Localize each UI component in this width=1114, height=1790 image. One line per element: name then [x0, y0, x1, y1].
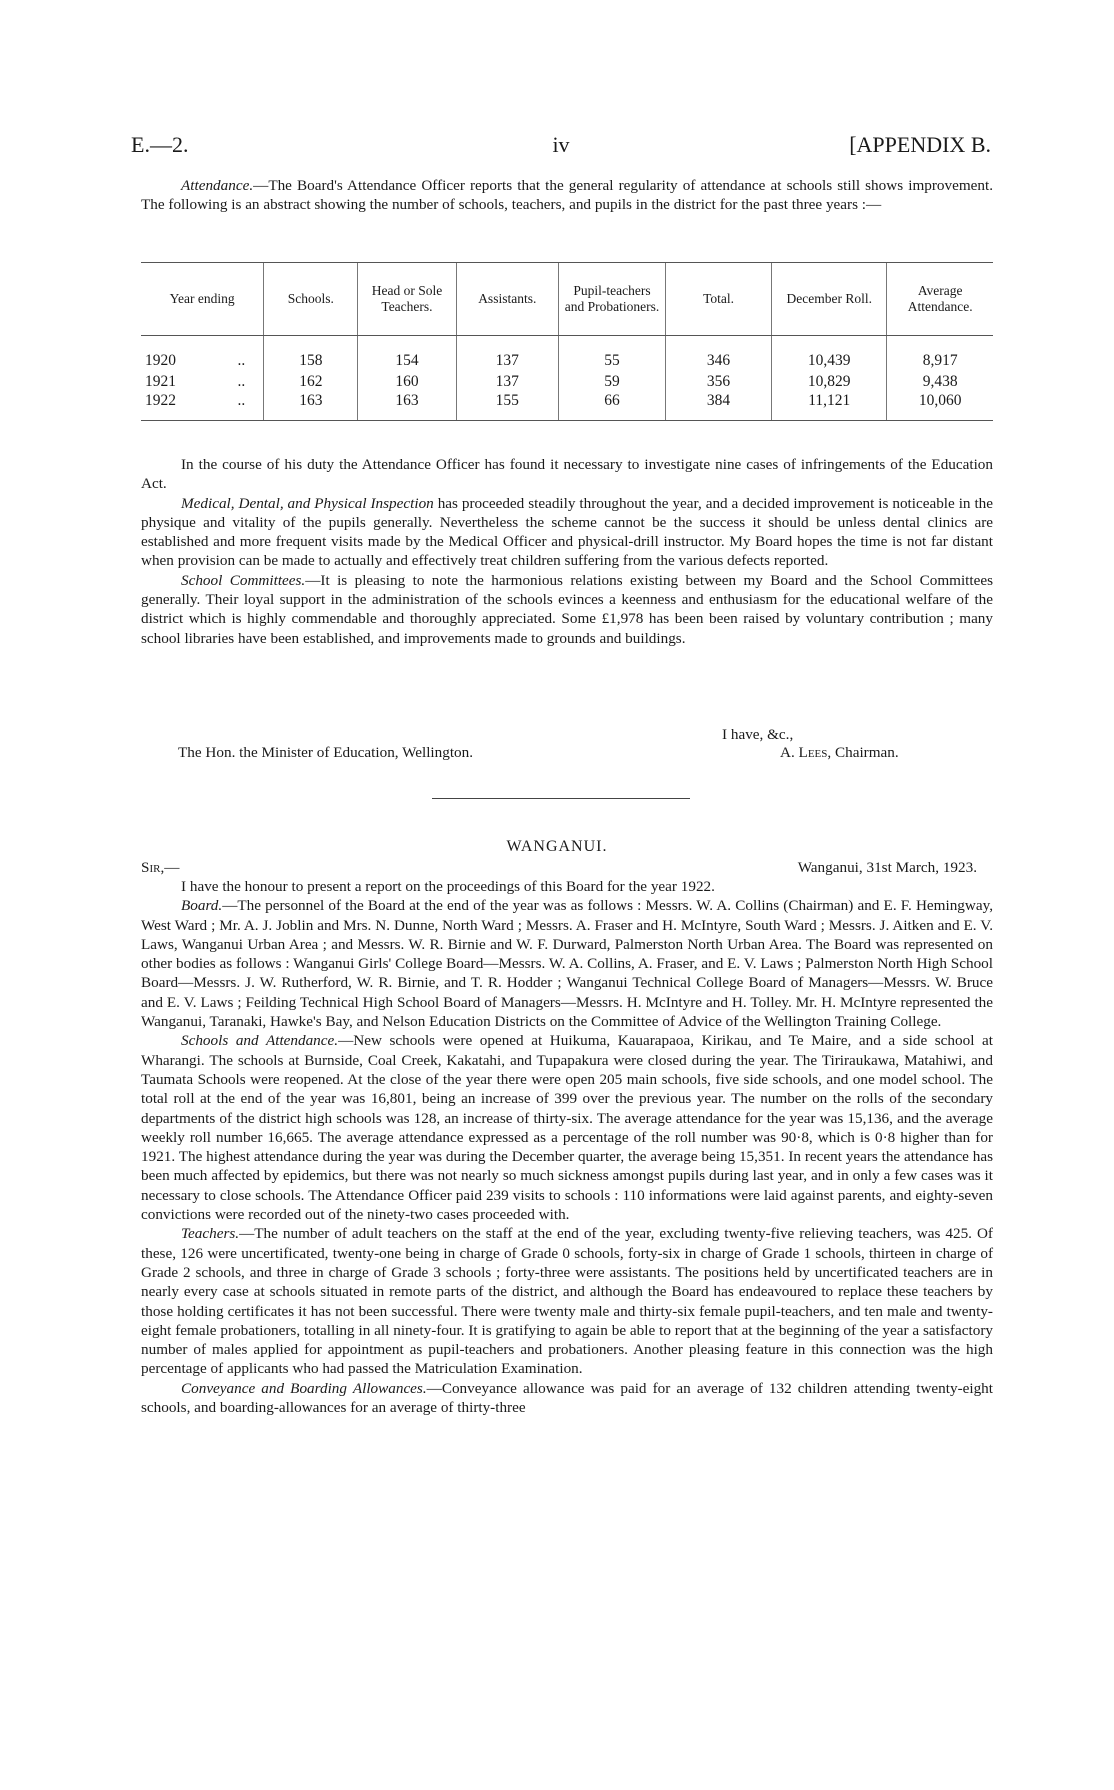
table-cell: 155 — [456, 392, 558, 421]
infringements-paragraph: In the course of his duty the Attendance Officer has found it necessary to investigate nine cases of infringements of the Education Act. — [141, 456, 993, 493]
header-right: [APPENDIX B. — [849, 132, 991, 157]
header-left: E.—2. — [131, 132, 189, 157]
teachers-paragraph: Teachers.—The number of adult teachers on the staff at the end of the year, excluding twenty-five relieving teachers, was 425. Of these, 126 were uncertificated, twenty-one being in charge of Grade 0 schools, forty-six in charge of Grade 1 schools, thirteen in charge of Grade 2 schools, and three in charge of Grade 3 schools ; forty-three were assistants. The positions held by uncertificated teachers are in nearly every case at schools situated in remote parts of the district, and although the Board has endeavoured to replace these teachers by those holding certificates it has not been successful. There were twenty male and thirty-six female pupil-teachers, and ten male and twenty-eight female probationers, totalling in all ninety-four. It is gratifying to again be able to report that at the beginning of the year a satisfactory number of males applied for appointment as pupil-teachers and probationers. Another pleasing feature in this connection was the high percentage of applicants who had passed the Matriculation Examination. — [141, 1225, 993, 1378]
table-cell: 163 — [264, 392, 358, 421]
place-date: Wanganui, 31st March, 1923. — [797, 859, 977, 876]
board-paragraph: Board.—The personnel of the Board at the end of the year was as follows : Messrs. W. A. Collins (Chairman) and E. F. Hemingway, West Ward ; Mr. A. J. Joblin and Mrs. N. Dunne, North Ward ; Messrs. A. Fraser and H. McIntyre, South Ward ; Messrs. J. Aitken and E. V. Laws, Wanganui Urban Area ; and Messrs. W. R. Birnie and W. F. Durward, Palmerston North Urban Area. The Board was represented on other bodies as follows : Wanganui Girls' College Board—Messrs. W. A. Collins, A. Fraser, and E. V. Laws ; Palmerston North High School Board—Messrs. J. W. Rutherford, W. R. Birnie, and T. R. Hodder ; Wanganui Technical College Board of Managers—Messrs. W. Bruce and E. V. Laws ; Feilding Technical High School Board of Managers—Messrs. H. McIntyre and H. Tolley. Mr. H. McIntyre represented the Wanganui, Taranaki, Hawke's Bay, and Nelson Education Districts on the Committee of Advice of the Wellington Training College. — [141, 897, 993, 1031]
table-cell: 384 — [666, 392, 772, 421]
table-cell: 10,829 — [772, 371, 887, 392]
schools-paragraph: Schools and Attendance.—New schools were opened at Huikuma, Kauarapaoa, Kirikau, and Te Maire, and a side school at Wharangi. The schools at Burnside, Coal Creek, Kakatahi, and Tupapakura were closed during the year. The Tiriraukawa, Matahiwi, and Taumata Schools were reopened. At the close of the year there were open 205 main schools, five side schools, and one model school. The total roll at the end of the year was 16,801, being an increase of 399 over the previous year. The number on the rolls of the secondary departments of the district high schools was 128, an increase of thirty-six. The average attendance for the year was 15,136, and the average weekly roll number 16,665. The average attendance expressed as a percentage of the roll number was 90·8, which is 0·8 higher than for 1921. The highest attendance during the year was during the December quarter, the average being 15,351. In recent years the attendance has been much affected by epidemics, but there was not nearly so much sickness amongst pupils during last year, and in only a few cases was it necessary to close schools. The Attendance Officer paid 239 visits to schools : 110 informations were laid against parents, and eighty-seven convictions were recorded out of the ninety-two cases proceeded with. — [141, 1032, 993, 1224]
committees-paragraph: School Committees.—It is pleasing to note the harmonious relations existing between my Board and the School Committees generally. Their loyal support in the administration of the schools evinces a keenness and enthusiasm for the educational welfare of the district which is highly commendable and thoroughly appreciated. Some £1,978 has been been raised by voluntary contribution ; many school libraries have been established, and improvements made to grounds and buildings. — [141, 571, 994, 647]
table-row: 1921 .. 162 160 137 59 356 10,829 9,438 — [141, 371, 993, 392]
table-row: 1922 .. 163 163 155 66 384 11,121 10,060 — [141, 392, 993, 421]
table-cell: 137 — [456, 371, 558, 392]
table-cell: 346 — [666, 350, 772, 371]
col-header: Average Attendance. — [887, 263, 993, 336]
salutation: Sir,— — [141, 859, 180, 876]
table-cell: 1922 — [145, 392, 176, 409]
col-header: Pupil-teachers and Probationers. — [558, 263, 665, 336]
table-cell: 8,917 — [887, 350, 993, 371]
table-row: 1920 .. 158 154 137 55 346 10,439 8,917 — [141, 350, 993, 371]
table-cell: 154 — [358, 350, 456, 371]
medical-paragraph: Medical, Dental, and Physical Inspection has proceeded steadily throughout the year, and a decided improvement is noticeable in the physique and vitality of the pupils generally. Nevertheless the scheme cannot be the success it should be unless dental clinics are established and more frequent visits made by the Medical Officer and physical-drill instructor. My Board hopes the time is not far distant when provision can be made to actually and effectively treat children suffering from the various defects reported. — [141, 494, 994, 570]
table-cell: 137 — [456, 350, 558, 371]
page-number: iv — [552, 132, 570, 157]
attendance-lead: Attendance. — [181, 177, 254, 194]
section-divider — [432, 798, 690, 799]
table-cell: 162 — [264, 371, 358, 392]
table-cell: 1921 — [145, 372, 176, 390]
table-cell: 158 — [264, 350, 358, 371]
salutation-line — [141, 858, 993, 877]
report-body-1 — [141, 455, 993, 648]
col-header: Assistants. — [456, 263, 558, 336]
opening-paragraph: I have the honour to present a report on the proceedings of this Board for the year 1922. — [181, 878, 715, 895]
table-cell: 356 — [666, 371, 772, 392]
table-cell: 9,438 — [887, 371, 993, 392]
wanganui-report — [141, 858, 993, 1417]
col-header: Total. — [666, 263, 772, 336]
table-cell: 10,060 — [887, 392, 993, 421]
section-title: WANGANUI. — [506, 838, 608, 855]
table-cell: 1920 — [145, 351, 176, 369]
conveyance-paragraph: Conveyance and Boarding Allowances.—Conveyance allowance was paid for an average of 132 children attending twenty-eight schools, and boarding-allowances for an average of thirty-three — [141, 1379, 993, 1417]
col-header: Year ending — [141, 263, 264, 336]
table-cell: 66 — [558, 392, 665, 421]
col-header: Schools. — [264, 263, 358, 336]
attendance-text: —The Board's Attendance Officer reports that the general regularity of attendance at schools still shows improvement. The following is an abstract showing the number of schools, teachers, and pupils in the district for the past three years :— — [141, 177, 993, 214]
attendance-intro — [141, 176, 993, 215]
closing-i-have: I have, &c., — [722, 726, 794, 743]
closing-addressee: The Hon. the Minister of Education, Wellington. — [178, 744, 474, 761]
table-cell: 11,121 — [772, 392, 887, 421]
col-header: Head or Sole Teachers. — [358, 263, 456, 336]
attendance-table — [141, 262, 993, 421]
closing-signature: A. Lees, Chairman. — [780, 744, 899, 761]
table-cell: 163 — [358, 392, 456, 421]
table-header-row — [141, 263, 993, 336]
table-cell: 55 — [558, 350, 665, 371]
page-header — [131, 132, 991, 162]
table-cell: 160 — [358, 371, 456, 392]
table-cell: 10,439 — [772, 350, 887, 371]
col-header: December Roll. — [772, 263, 887, 336]
table-cell: 59 — [558, 371, 665, 392]
